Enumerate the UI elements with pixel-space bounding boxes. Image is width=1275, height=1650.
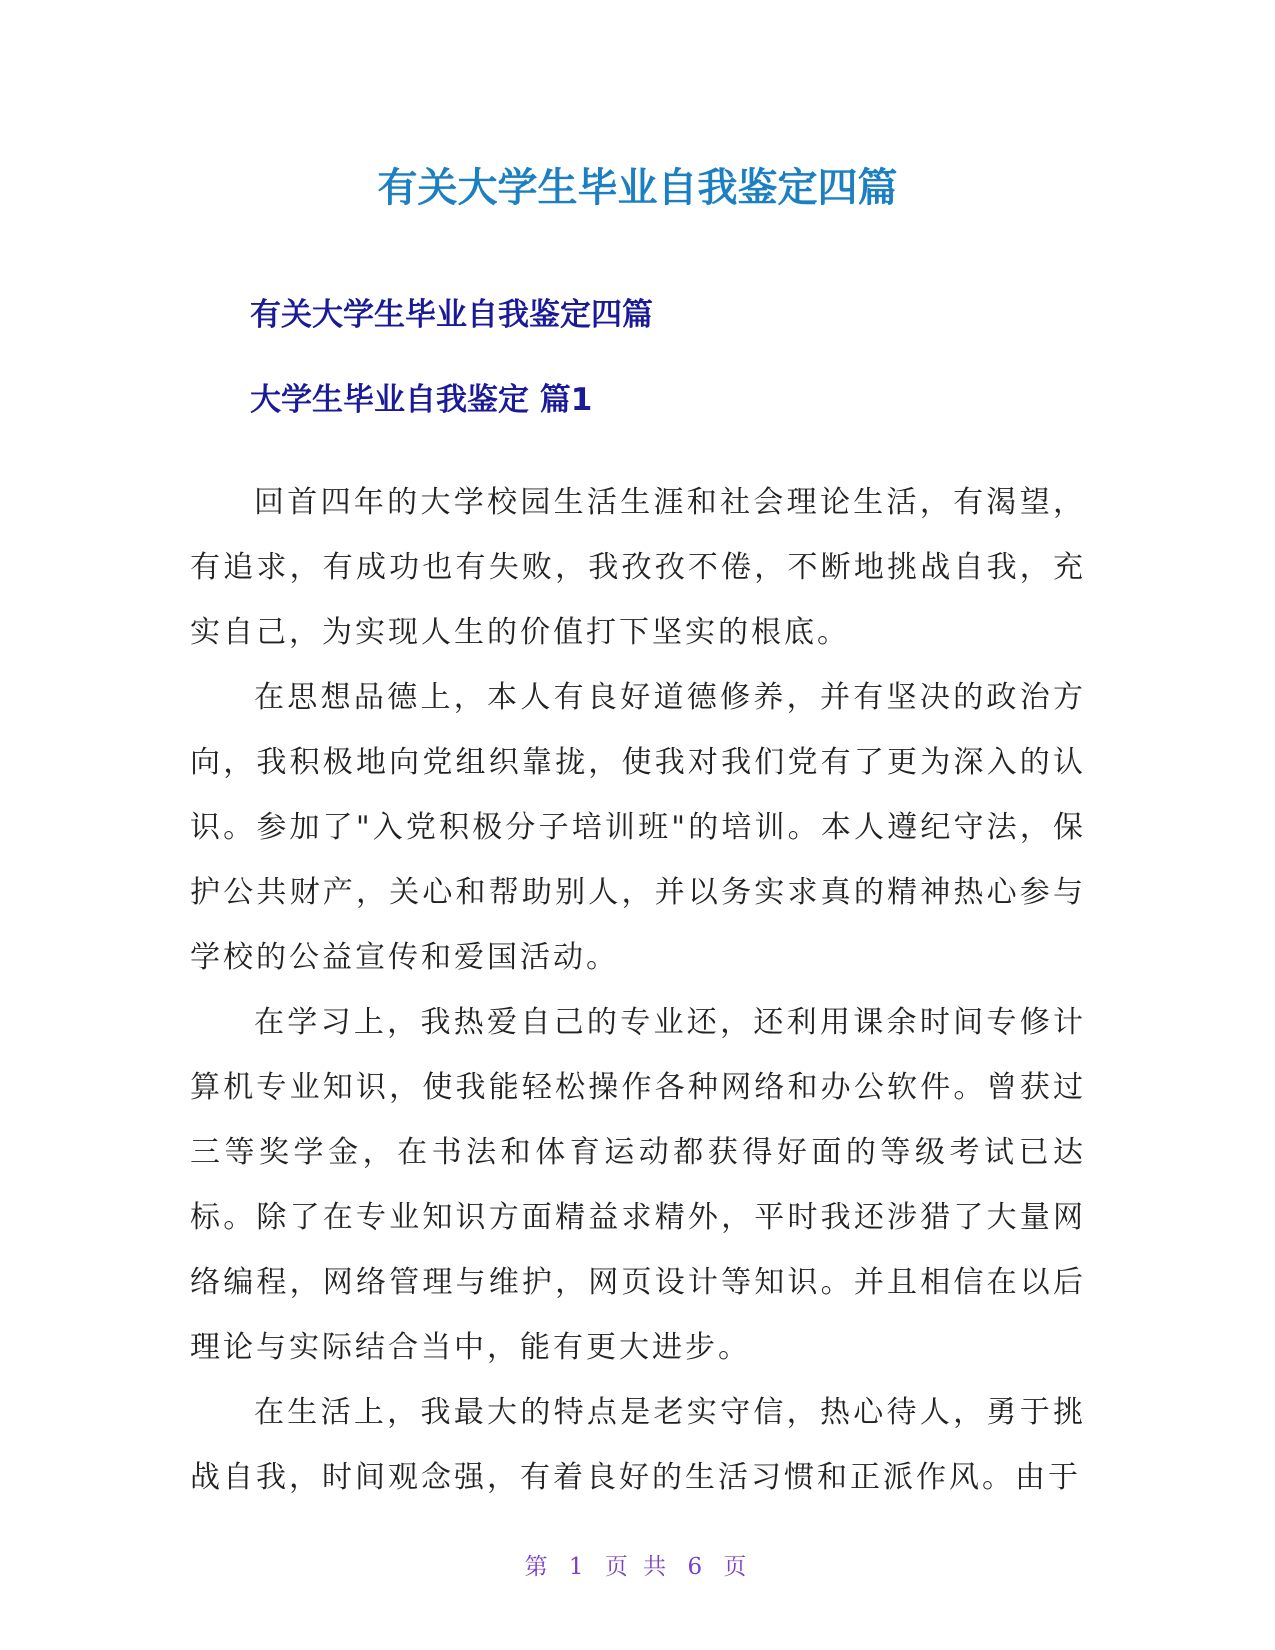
page-footer bbox=[0, 1548, 1275, 1581]
footer-suffix: 页 bbox=[723, 1554, 751, 1580]
footer-total-pages: 6 bbox=[687, 1554, 707, 1580]
footer-prefix: 第 bbox=[524, 1554, 552, 1580]
body-text bbox=[190, 470, 1086, 1510]
document-subtitle: 有关大学生毕业自我鉴定四篇 bbox=[250, 297, 653, 333]
paragraph: 在生活上，我最大的特点是老实守信，热心待人，勇于挑战自我，时间观念强，有着良好的生活习惯和正派作风。由于 bbox=[190, 1395, 1086, 1495]
footer-page-number: 1 bbox=[568, 1554, 588, 1580]
document-title: 有关大学生毕业自我鉴定四篇 bbox=[377, 165, 898, 211]
section-heading: 大学生毕业自我鉴定 篇1 bbox=[250, 382, 593, 418]
footer-middle: 页 共 bbox=[604, 1554, 671, 1580]
paragraph: 在学习上，我热爱自己的专业还，还利用课余时间专修计算机专业知识，使我能轻松操作各种网络和办公软件。曾获过三等奖学金，在书法和体育运动都获得好面的等级考试已达标。除了在专业知识方面精益求精外，平时我还涉猎了大量网络编程，网络管理与维护，网页设计等知识。并且相信在以后理论与实际结合当中，能有更大进步。 bbox=[190, 1005, 1086, 1365]
paragraph: 回首四年的大学校园生活生涯和社会理论生活，有渴望，有追求，有成功也有失败，我孜孜不倦，不断地挑战自我，充实自己，为实现人生的价值打下坚实的根底。 bbox=[190, 485, 1086, 650]
paragraph: 在思想品德上，本人有良好道德修养，并有坚决的政治方向，我积极地向党组织靠拢，使我对我们党有了更为深入的认识。参加了"入党积极分子培训班"的培训。本人遵纪守法，保护公共财产，关心和帮助别人，并以务实求真的精神热心参与学校的公益宣传和爱国活动。 bbox=[190, 680, 1086, 975]
